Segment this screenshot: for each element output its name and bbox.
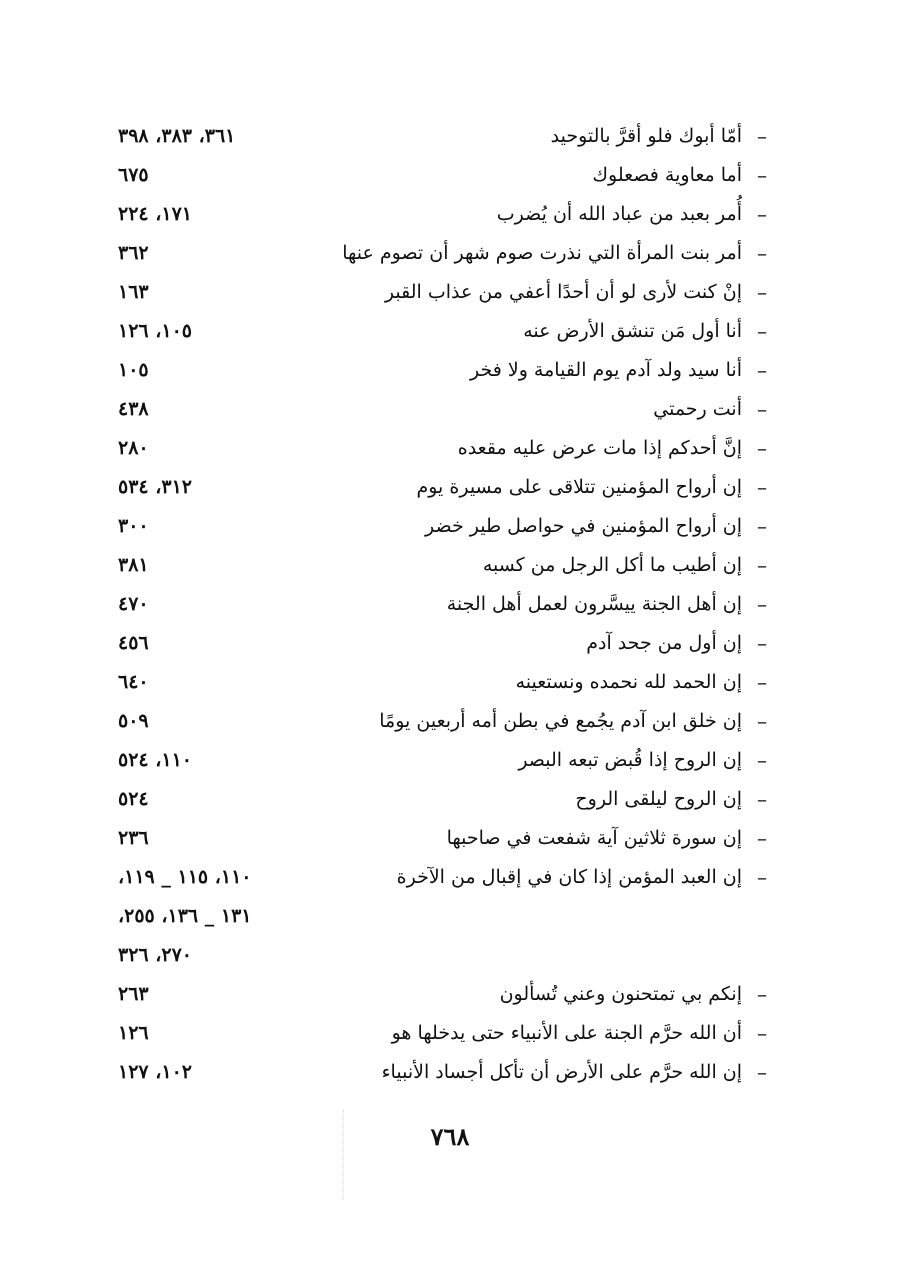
entry-pages: ٥٠٩ <box>118 710 149 732</box>
entry-dash: – <box>757 592 767 616</box>
index-entry <box>0 1014 900 1053</box>
entry-pages: ٣٦١، ٣٨٣، ٣٩٨ <box>118 125 236 147</box>
entry-pages: ٢٣٦ <box>118 827 149 849</box>
entry-pages: ١٧١، ٢٢٤ <box>118 203 192 225</box>
entry-pages: ٢٦٣ <box>118 983 149 1005</box>
index-entry <box>0 429 900 468</box>
entry-pages: ٦٤٠ <box>118 671 149 693</box>
entry-text: إن أول من جحد آدم <box>586 632 742 654</box>
entry-dash: – <box>757 670 767 694</box>
entry-text: أنا سيد ولد آدم يوم القيامة ولا فخر <box>470 359 742 381</box>
entry-dash: – <box>757 319 767 343</box>
entry-dash: – <box>757 436 767 460</box>
index-entry <box>0 585 900 624</box>
index-entry <box>0 702 900 741</box>
entry-text: إن أهل الجنة ييسَّرون لعمل أهل الجنة <box>446 593 742 615</box>
entry-dash: – <box>757 982 767 1006</box>
index-entry <box>0 1053 900 1092</box>
page-number: ٧٦٨ <box>430 1122 470 1151</box>
entry-dash: – <box>757 475 767 499</box>
entry-pages: ٣٠٠ <box>118 515 149 537</box>
entry-text: إن خلق ابن آدم يجُمع في بطن أمه أربعين يومًا <box>379 710 742 732</box>
index-entry <box>0 390 900 429</box>
index-entry <box>0 195 900 234</box>
entry-pages: ٤٧٠ <box>118 593 149 615</box>
entry-pages: ٦٧٥ <box>118 164 149 186</box>
index-entry <box>0 624 900 663</box>
entry-pages: ١٠٢، ١٢٧ <box>118 1061 192 1083</box>
entry-pages: ١٢٦ <box>118 1022 149 1044</box>
entry-pages: ٢٨٠ <box>118 437 149 459</box>
index-entry <box>0 468 900 507</box>
index-entry <box>0 819 900 858</box>
index-entry <box>0 546 900 585</box>
entry-text: إن الحمد لله نحمده ونستعينه <box>515 671 742 693</box>
entry-text: إن أرواح المؤمنين تتلاقى على مسيرة يوم <box>416 476 742 498</box>
index-entry <box>0 858 900 897</box>
index-entry <box>0 663 900 702</box>
entry-pages: ٣١٢، ٥٣٤ <box>118 476 192 498</box>
index-entry <box>0 312 900 351</box>
entry-text: أُمر بعبد من عباد الله أن يُضرب <box>496 203 742 225</box>
entry-dash: – <box>757 514 767 538</box>
entry-text: أمر بنت المرأة التي نذرت صوم شهر أن تصوم عنها <box>342 242 742 264</box>
entry-dash: – <box>757 163 767 187</box>
entry-text: إن الله حرَّم على الأرض أن تأكل أجساد الأنبياء <box>381 1061 742 1083</box>
entry-dash: – <box>757 826 767 850</box>
entry-text: إن الروح إذا قُبض تبعه البصر <box>518 749 742 771</box>
entry-text: إن أرواح المؤمنين في حواصل طير خضر <box>425 515 742 537</box>
entry-text: أمّا أبوك فلو أقرَّ بالتوحيد <box>550 125 742 147</box>
entry-pages: ٤٣٨ <box>118 398 149 420</box>
entry-dash: – <box>757 280 767 304</box>
hadith-index-list <box>0 117 900 1092</box>
entry-pages-continuation <box>0 897 900 936</box>
entry-pages: ١١٠، ٥٢٤ <box>118 749 192 771</box>
entry-text: أنا أول مَن تنشق الأرض عنه <box>523 320 742 342</box>
entry-text: إنكم بي تمتحنون وعني تُسألون <box>499 983 742 1005</box>
entry-pages: ٣٦٢ <box>118 242 149 264</box>
entry-dash: – <box>757 631 767 655</box>
entry-dash: – <box>757 1021 767 1045</box>
entry-text: إنْ كنت لأرى لو أن أحدًا أعفي من عذاب القبر <box>384 281 742 303</box>
index-entry <box>0 780 900 819</box>
entry-pages: ١١٠، ١١٥ _ ١١٩، <box>118 866 252 888</box>
entry-dash: – <box>757 358 767 382</box>
index-entry <box>0 117 900 156</box>
entry-dash: – <box>757 553 767 577</box>
entry-dash: – <box>757 202 767 226</box>
entry-text: أنت رحمتي <box>653 398 742 420</box>
entry-pages: ٣٨١ <box>118 554 149 576</box>
index-entry <box>0 156 900 195</box>
entry-pages-continuation <box>0 936 900 975</box>
entry-dash: – <box>757 709 767 733</box>
index-entry <box>0 741 900 780</box>
entry-pages: ٤٥٦ <box>118 632 149 654</box>
index-entry <box>0 975 900 1014</box>
entry-pages: ١٦٣ <box>118 281 149 303</box>
entry-text: إن سورة ثلاثين آية شفعت في صاحبها <box>446 827 742 849</box>
entry-dash: – <box>757 1060 767 1084</box>
entry-dash: – <box>757 397 767 421</box>
index-entry <box>0 273 900 312</box>
entry-dash: – <box>757 787 767 811</box>
index-entry <box>0 234 900 273</box>
continuation-pages: ٢٧٠، ٣٢٦ <box>118 944 192 966</box>
entry-text: إن العبد المؤمن إذا كان في إقبال من الآخرة <box>396 866 742 888</box>
entry-text: إنَّ أحدكم إذا مات عرض عليه مقعده <box>457 437 742 459</box>
entry-pages: ١٠٥ <box>118 359 149 381</box>
index-entry <box>0 507 900 546</box>
continuation-pages: ١٣١ _ ١٣٦، ٢٥٥، <box>118 905 252 927</box>
index-entry <box>0 351 900 390</box>
entry-dash: – <box>757 748 767 772</box>
entry-text: إن الروح ليلقى الروح <box>575 788 742 810</box>
entry-dash: – <box>757 865 767 889</box>
entry-text: إن أطيب ما أكل الرجل من كسبه <box>482 554 742 576</box>
entry-dash: – <box>757 124 767 148</box>
entry-pages: ١٠٥، ١٢٦ <box>118 320 192 342</box>
entry-text: أما معاوية فصعلوك <box>592 164 742 186</box>
entry-pages: ٥٢٤ <box>118 788 149 810</box>
entry-text: أن الله حرَّم الجنة على الأنبياء حتى يدخلها هو <box>391 1022 742 1044</box>
entry-dash: – <box>757 241 767 265</box>
